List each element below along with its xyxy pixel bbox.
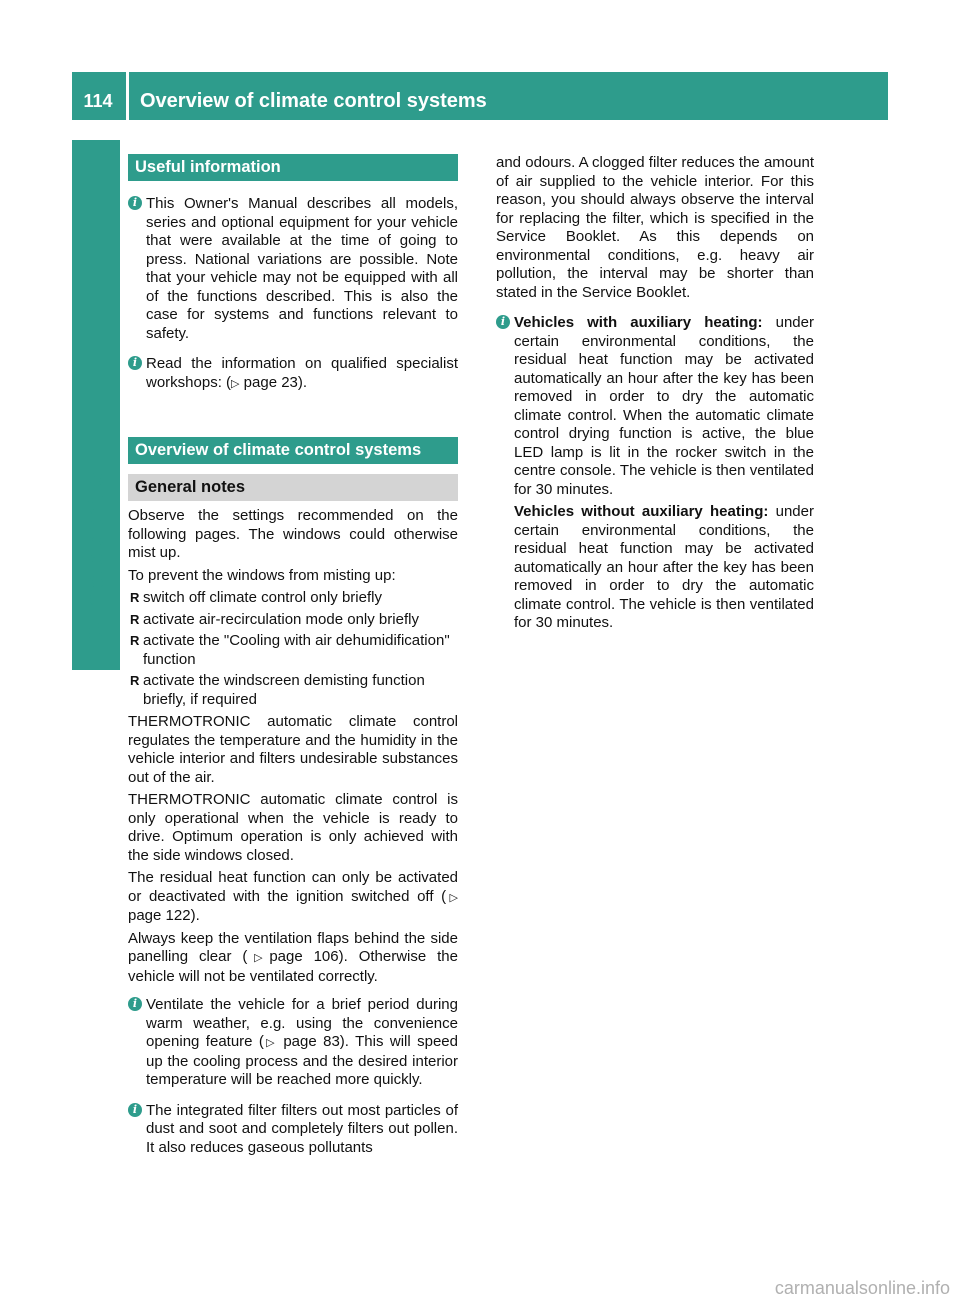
paragraph	[128, 869, 458, 926]
note-text: The integrated filter filters out most particles of dust and soot and completely filters out pollen. It also reduces gaseous pollutants	[146, 1101, 458, 1156]
paragraph: THERMOTRONIC automatic climate control is only operational when the vehicle is ready to drive. Optimum operation is only achieved with the side windows closed.	[128, 791, 458, 864]
info-icon: i	[128, 356, 142, 370]
info-note	[128, 1102, 458, 1158]
page-header	[72, 72, 888, 120]
info-icon: i	[128, 1103, 142, 1117]
info-note-continued	[496, 503, 814, 633]
list-item	[128, 611, 458, 630]
left-column	[128, 154, 458, 1169]
chapter-title: Overview of climate control systems	[140, 90, 487, 112]
info-icon: i	[128, 997, 142, 1011]
info-note	[128, 355, 458, 393]
paragraph-text: Always keep the ventilation flaps behind the side panelling clear (	[128, 929, 458, 965]
note-text: Read the information on qualified specialist workshops: (	[146, 355, 458, 391]
list-item-text: activate the "Cooling with air dehumidification" function	[143, 632, 450, 668]
right-column	[496, 154, 814, 645]
paragraph-text: ). Otherwise the vehicle will not be ventilated correctly.	[128, 948, 458, 985]
useful-info-heading: Useful information	[128, 154, 458, 181]
page-number: 114	[83, 91, 113, 111]
bullet-list	[128, 589, 458, 709]
info-icon: i	[128, 196, 142, 210]
list-item-text: activate air-recirculation mode only briefly	[143, 610, 419, 628]
page-ref-arrow-icon: ▷	[231, 377, 240, 390]
paragraph-text: The residual heat function can only be activated or deactivated with the ignition switched off (	[128, 869, 458, 905]
note-text: Ventilate the vehicle for a brief period during warm weather, e.g. using the convenience opening feature (	[146, 996, 458, 1050]
info-icon: i	[496, 315, 510, 329]
watermark: carmanualsonline.info	[774, 1278, 950, 1298]
page-ref-arrow-icon: ▷	[263, 1037, 277, 1049]
bullet-icon: R	[130, 633, 140, 648]
page-ref-arrow-icon: ▷	[446, 891, 458, 904]
note-text: ).	[297, 373, 308, 391]
list-item	[128, 632, 458, 669]
overview-heading: Overview of climate control systems	[128, 437, 458, 464]
note-label: Vehicles with auxiliary heating:	[514, 314, 763, 331]
info-note	[128, 195, 458, 343]
list-item	[128, 672, 458, 709]
page-ref-link[interactable]: page 83	[283, 1033, 340, 1050]
note-text: under certain environmental conditions, the residual heat function may be activated automatically an hour after the key has been removed in order to dry the automatic climate control. When the automatic climate control drying function is active, the blue LED lamp is lit in the rocker switch in the centre console. The vehicle is then ventilated for 30 minutes.	[514, 314, 814, 498]
note-text: ). This will speed up the cooling process and the desired interior temperature will be reached more quickly.	[146, 1033, 458, 1088]
info-note	[128, 996, 458, 1090]
paragraph-text: ).	[190, 907, 200, 924]
note-text: under certain environmental conditions, the residual heat function may be activated automatically an hour after the key has been removed in order to dry the automatic climate control. The vehicle is then ventilated for 30 minutes.	[514, 503, 814, 631]
list-item	[128, 589, 458, 608]
bullet-icon: R	[130, 611, 140, 627]
bullet-icon: R	[130, 673, 140, 688]
note-text: This Owner's Manual describes all models, series and optional equipment for your vehicle that were available at the time of going to press. National variations are possible. Note that your vehicle may not be equipped with all of the functions described. This is also the case for systems and functions relevant to safety.	[146, 195, 458, 342]
paragraph: THERMOTRONIC automatic climate control regulates the temperature and the humidity in the vehicle interior and filters undesirable substances out of the air.	[128, 713, 458, 786]
paragraph: and odours. A clogged filter reduces the amount of air supplied to the vehicle interior. For this reason, you should always observe the interval for replacing the filter, which is specified in the Service Booklet. As this depends on environmental conditions, e.g. heavy air pollution, the interval may be shorter than stated in the Service Booklet.	[496, 154, 814, 301]
list-item-text: activate the windscreen demisting function briefly, if required	[143, 672, 425, 708]
side-label: Climate control	[82, 465, 109, 640]
page-ref-arrow-icon: ▷	[247, 952, 270, 964]
page-ref-link[interactable]: page 23	[243, 373, 298, 391]
bullet-icon: R	[130, 590, 140, 605]
info-note	[496, 314, 814, 499]
list-item-text: switch off climate control only briefly	[143, 589, 382, 606]
general-notes-heading: General notes	[128, 474, 458, 501]
header-divider	[126, 72, 129, 120]
note-label: Vehicles without auxiliary heating:	[514, 503, 769, 520]
paragraph: Observe the settings recommended on the following pages. The windows could otherwise mist up.	[128, 507, 458, 561]
page-ref-link[interactable]: page 122	[128, 907, 191, 924]
paragraph: To prevent the windows from misting up:	[128, 566, 396, 584]
paragraph	[128, 930, 458, 987]
page-ref-link[interactable]: page 106	[269, 948, 339, 965]
